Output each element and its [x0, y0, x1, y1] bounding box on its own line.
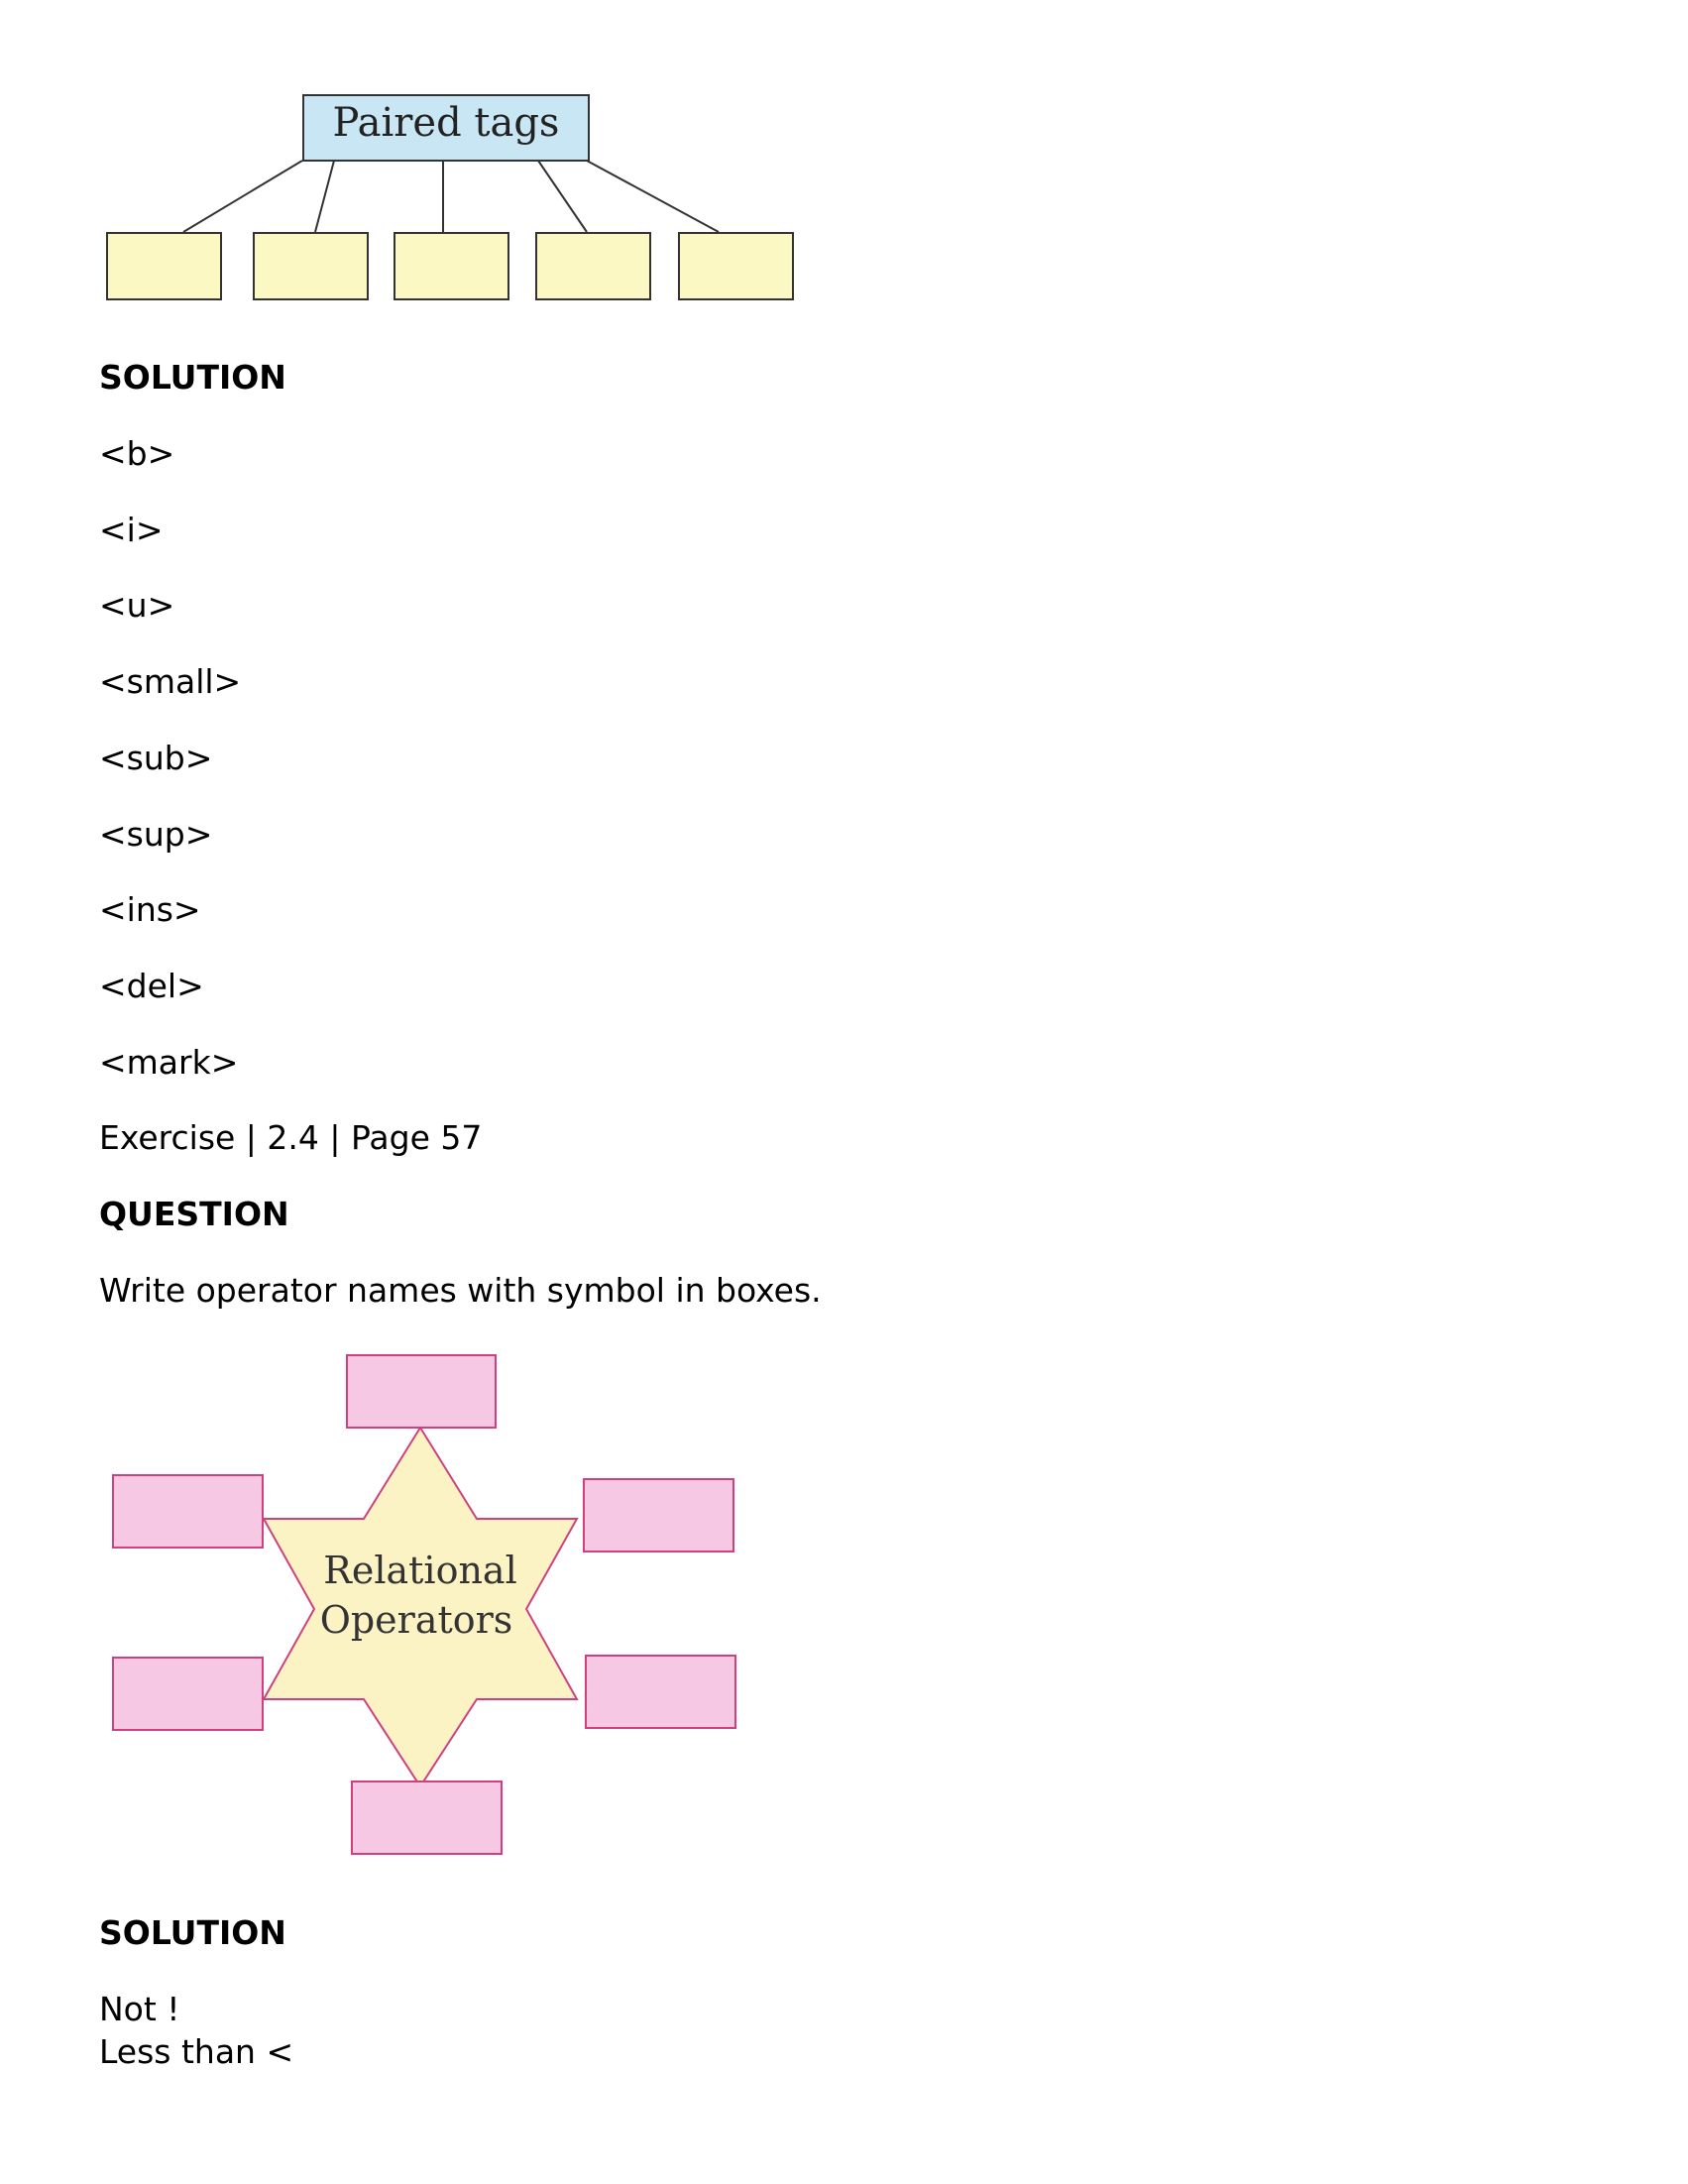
leaf-box [107, 233, 221, 299]
tag-item: <i> [99, 511, 164, 549]
paired-tags-diagram [0, 0, 892, 327]
operator-box-left-upper [113, 1475, 263, 1548]
tag-item: <small> [99, 662, 242, 701]
tag-item: <mark> [99, 1043, 239, 1082]
tag-item: <ins> [99, 890, 201, 929]
tag-item: <sup> [99, 815, 213, 854]
tag-item: <u> [99, 586, 175, 625]
tag-item: <sub> [99, 739, 213, 777]
leaf-box [536, 233, 650, 299]
solution-heading: SOLUTION [99, 358, 286, 397]
connector-lines [183, 161, 719, 232]
operator-box-left-lower [113, 1658, 263, 1730]
leaf-box [394, 233, 508, 299]
leaf-box [679, 233, 793, 299]
tag-item: <b> [99, 434, 175, 473]
operator-box-top [347, 1355, 496, 1428]
star-label-line1: Relational [323, 1549, 517, 1592]
answer-line: Not ! [99, 1990, 180, 2028]
root-label: Paired tags [332, 100, 560, 146]
leaf-box [254, 233, 368, 299]
answer-line: Less than < [99, 2032, 294, 2071]
exercise-reference: Exercise | 2.4 | Page 57 [99, 1118, 483, 1157]
question-text: Write operator names with symbol in boxes. [99, 1271, 822, 1310]
operator-box-bottom [352, 1782, 502, 1854]
star-label-line2: Operators [319, 1598, 513, 1642]
question-heading: QUESTION [99, 1195, 289, 1233]
solution-heading: SOLUTION [99, 1913, 286, 1952]
tag-item: <del> [99, 967, 204, 1005]
operator-box-right-lower [586, 1656, 735, 1728]
relational-operators-diagram [0, 1328, 793, 1884]
operator-box-right-upper [584, 1479, 733, 1552]
